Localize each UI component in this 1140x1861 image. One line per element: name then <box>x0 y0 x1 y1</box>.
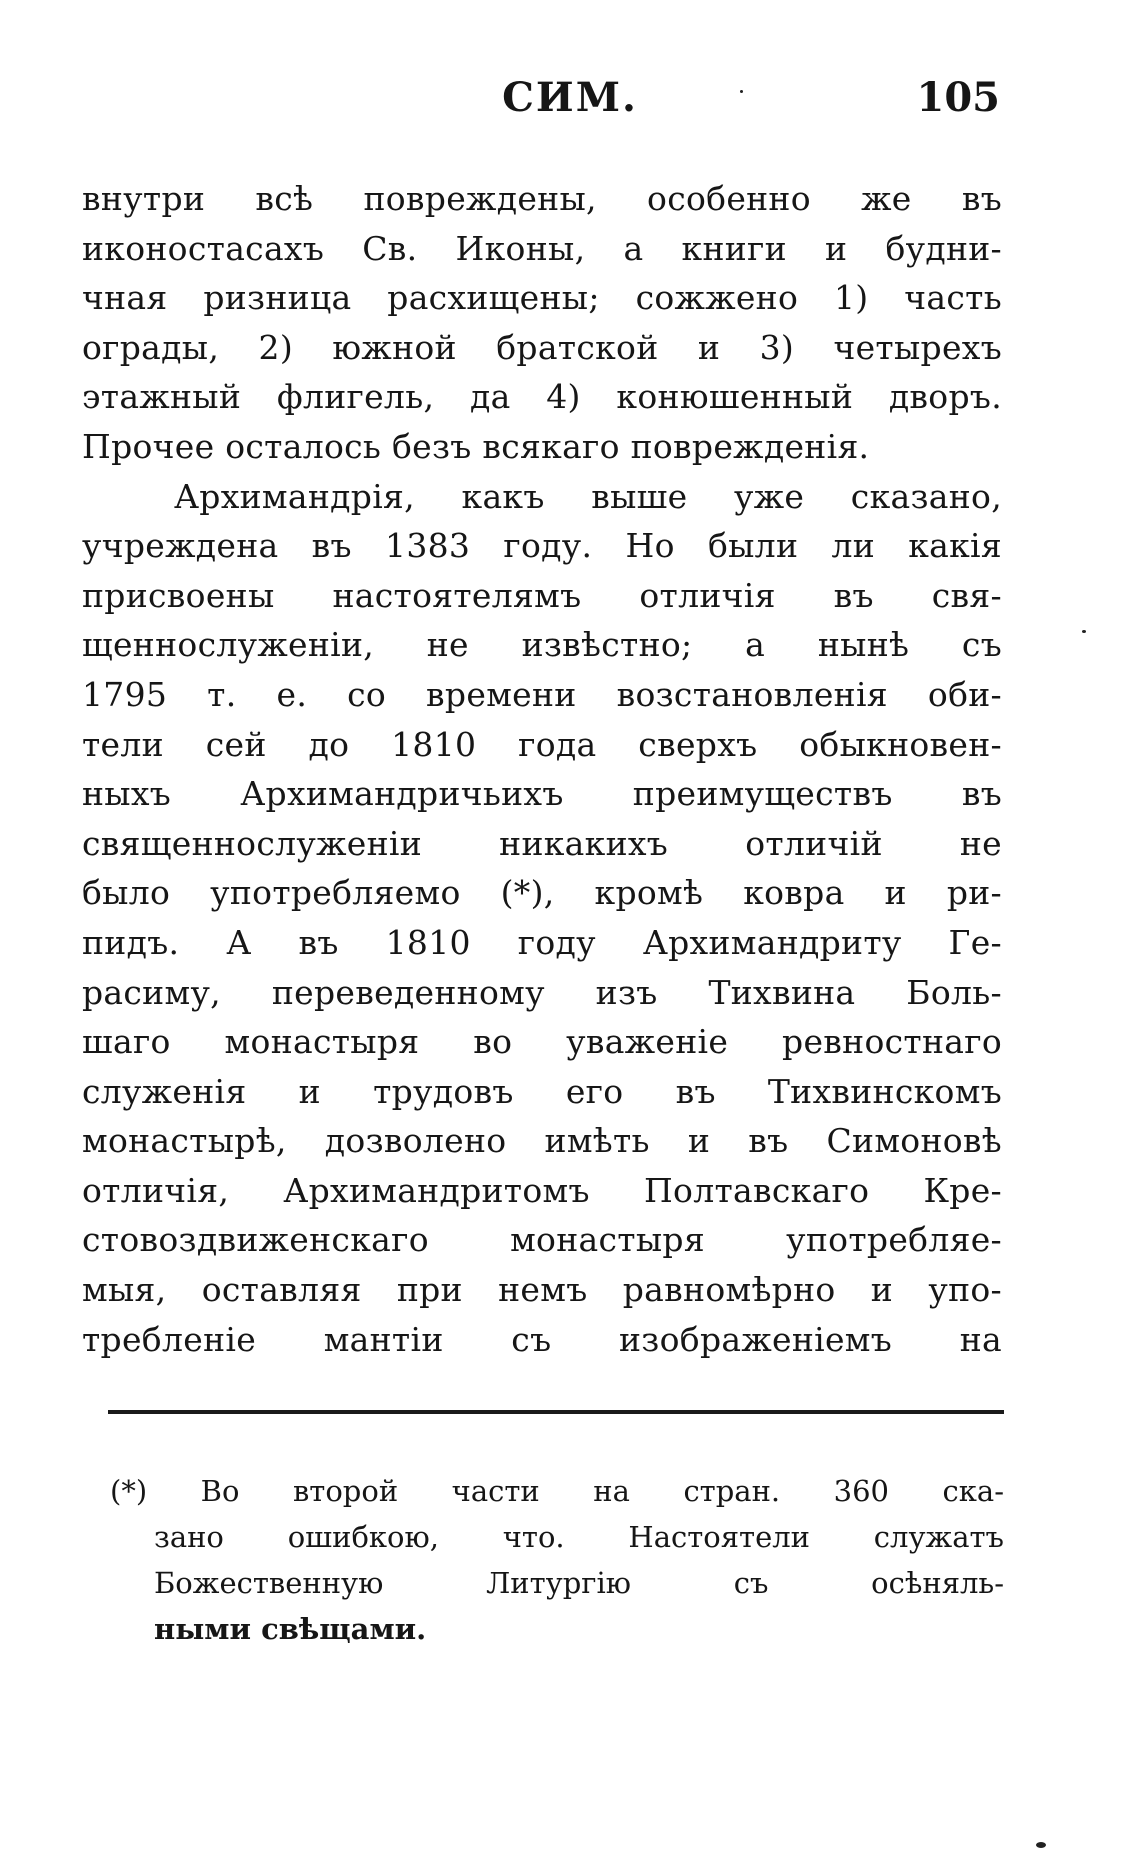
footnote-line-3: Божественную Литургію съ осѣняль- <box>154 1566 1004 1600</box>
body-text <box>82 174 1002 1364</box>
body-line-14: священнослуженіи никакихъ отличій не <box>82 823 1002 863</box>
footnote-line-4: ными свѣщами. <box>154 1612 427 1646</box>
ink-speck <box>740 90 743 93</box>
body-line-17: расиму, переведенному изъ Тихвина Боль- <box>82 972 1002 1012</box>
body-line-19: служенія и трудовъ его въ Тихвинскомъ <box>82 1071 1002 1111</box>
ink-speck <box>1036 1842 1046 1848</box>
page-header <box>0 68 1140 128</box>
body-line-23: мыя, оставляя при немъ равномѣрно и упо- <box>82 1270 1002 1310</box>
footnote-line-2: зано ошибкою, что. Настоятели служатъ <box>154 1520 1004 1554</box>
body-line-4: ограды, 2) южной братской и 3) четырехъ <box>82 327 1002 367</box>
body-line-11: 1795 т. е. со времени возстановленія оби- <box>82 674 1002 714</box>
body-line-7: Архимандрія, какъ выше уже сказано, <box>174 476 1002 516</box>
body-line-18: шаго монастыря во уваженіе ревностнаго <box>82 1022 1002 1062</box>
body-line-1: внутри всѣ повреждены, особенно же въ <box>82 179 1002 218</box>
body-line-24: требленіе мантіи съ изображеніемъ на <box>82 1319 1002 1359</box>
ink-speck <box>1082 630 1086 633</box>
body-line-3: чная ризница расхищены; сожжено 1) часть <box>82 278 1002 318</box>
body-line-5: этажный флигель, да 4) конюшенный дворъ. <box>82 377 1002 417</box>
footnote <box>110 1468 1004 1652</box>
body-line-16: пидъ. А въ 1810 году Архимандриту Ге- <box>82 922 1002 962</box>
body-line-6: Прочее осталось безъ всякаго поврежденія. <box>82 426 870 466</box>
body-line-21: отличія, Архимандритомъ Полтавскаго Кре- <box>82 1170 1002 1210</box>
body-line-2: иконостасахъ Св. Иконы, а книги и будни- <box>82 228 1002 268</box>
body-line-12: тели сей до 1810 года сверхъ обыкновен- <box>82 724 1002 764</box>
body-line-9: присвоены настоятелямъ отличія въ свя- <box>82 575 1002 615</box>
running-head: СИМ. <box>502 74 638 121</box>
body-line-22: стовоздвиженскаго монастыря употребляе- <box>82 1220 1002 1260</box>
body-line-8: учреждена въ 1383 году. Но были ли какія <box>82 526 1002 566</box>
footnote-line-1: (*) Во второй части на стран. 360 ска- <box>110 1474 1004 1508</box>
footnote-rule <box>108 1410 1004 1414</box>
page-number: 105 <box>916 74 1000 121</box>
body-line-13: ныхъ Архимандричьихъ преимуществъ въ <box>82 774 1002 814</box>
body-line-20: монастырѣ, дозволено имѣть и въ Симоновѣ <box>82 1121 1002 1161</box>
body-line-15: было употребляемо (*), кромѣ ковра и ри- <box>82 873 1002 913</box>
body-line-10: щеннослуженіи, не извѣстно; а нынѣ съ <box>82 625 1002 665</box>
